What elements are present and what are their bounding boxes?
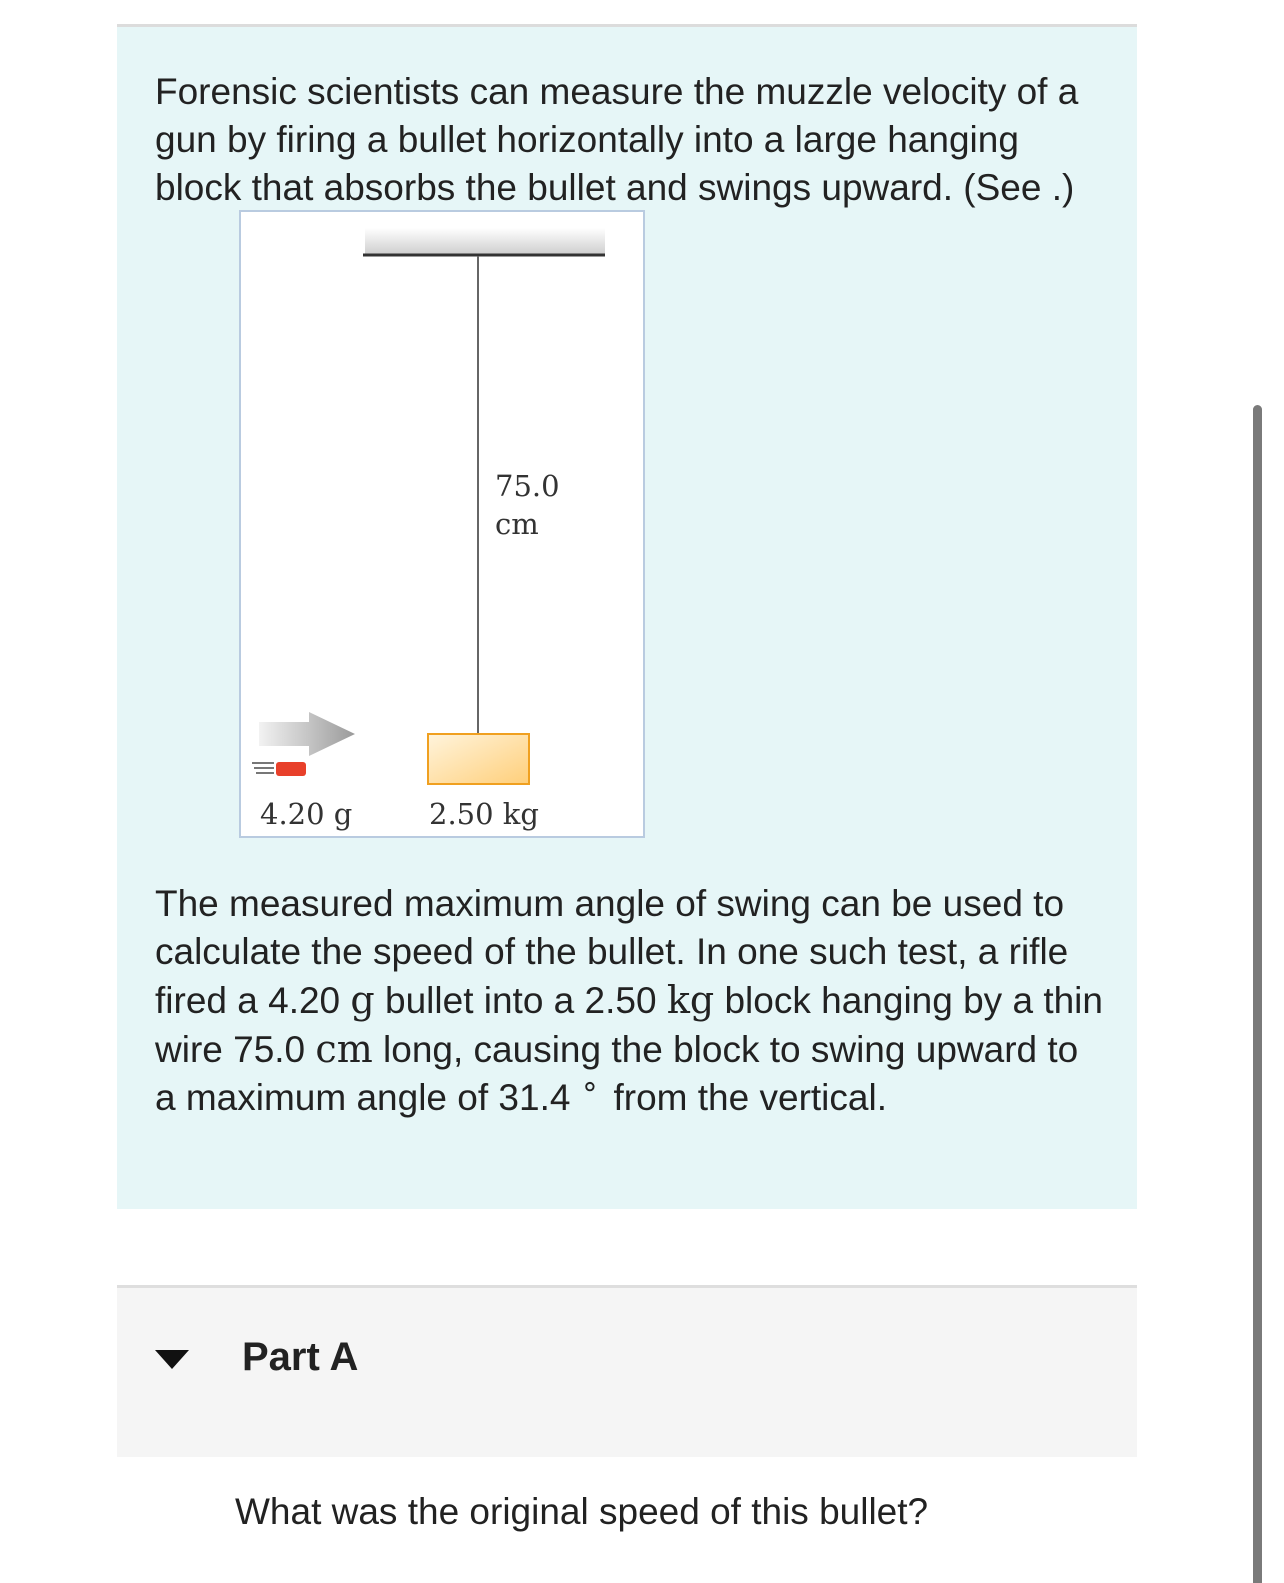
degree-symbol: ∘: [580, 1070, 600, 1103]
block-mass-label: 2.50 kg: [429, 797, 539, 831]
problem-details-paragraph: [155, 880, 1105, 1125]
ceiling-support: [365, 228, 605, 254]
details-text-4: long, causing the block to swing upward to a maximum angle of 31.4: [155, 1029, 1079, 1118]
unit-kilograms: kg: [666, 978, 715, 1022]
part-a-title[interactable]: Part A: [242, 1335, 359, 1379]
details-text-1: The measured maximum angle of swing can be used to calculate the speed of the bullet. In one such test, a rifle fired a 4.20: [155, 883, 1069, 1021]
details-text-5: from the vertical.: [603, 1077, 887, 1118]
bullet-mass-label: 4.20 g: [260, 797, 353, 831]
wire-length-unit: cm: [495, 507, 539, 541]
ballistic-pendulum-figure: [239, 210, 645, 838]
details-text-2: bullet into a 2.50: [374, 980, 667, 1021]
unit-grams: g: [350, 978, 375, 1022]
intro-paragraph: Forensic scientists can measure the muzzle velocity of a gun by firing a bullet horizontally into a large hanging block that absorbs the bullet and swings upward. (See .): [155, 71, 1079, 208]
hanging-block: [428, 734, 529, 784]
wire-length-value: 75.0: [495, 469, 560, 503]
details-text-3: block hanging by a thin wire 75.0: [155, 980, 1103, 1070]
bullet-body: [276, 762, 306, 776]
bullet-direction-arrow: [259, 712, 355, 756]
part-a-question: What was the original speed of this bullet?: [235, 1491, 929, 1532]
unit-centimeters: cm: [315, 1027, 373, 1071]
pendulum-diagram: [241, 212, 643, 836]
vertical-scrollbar[interactable]: [1253, 405, 1262, 1583]
collapse-caret-icon[interactable]: [155, 1348, 189, 1370]
bullet: [252, 762, 306, 776]
